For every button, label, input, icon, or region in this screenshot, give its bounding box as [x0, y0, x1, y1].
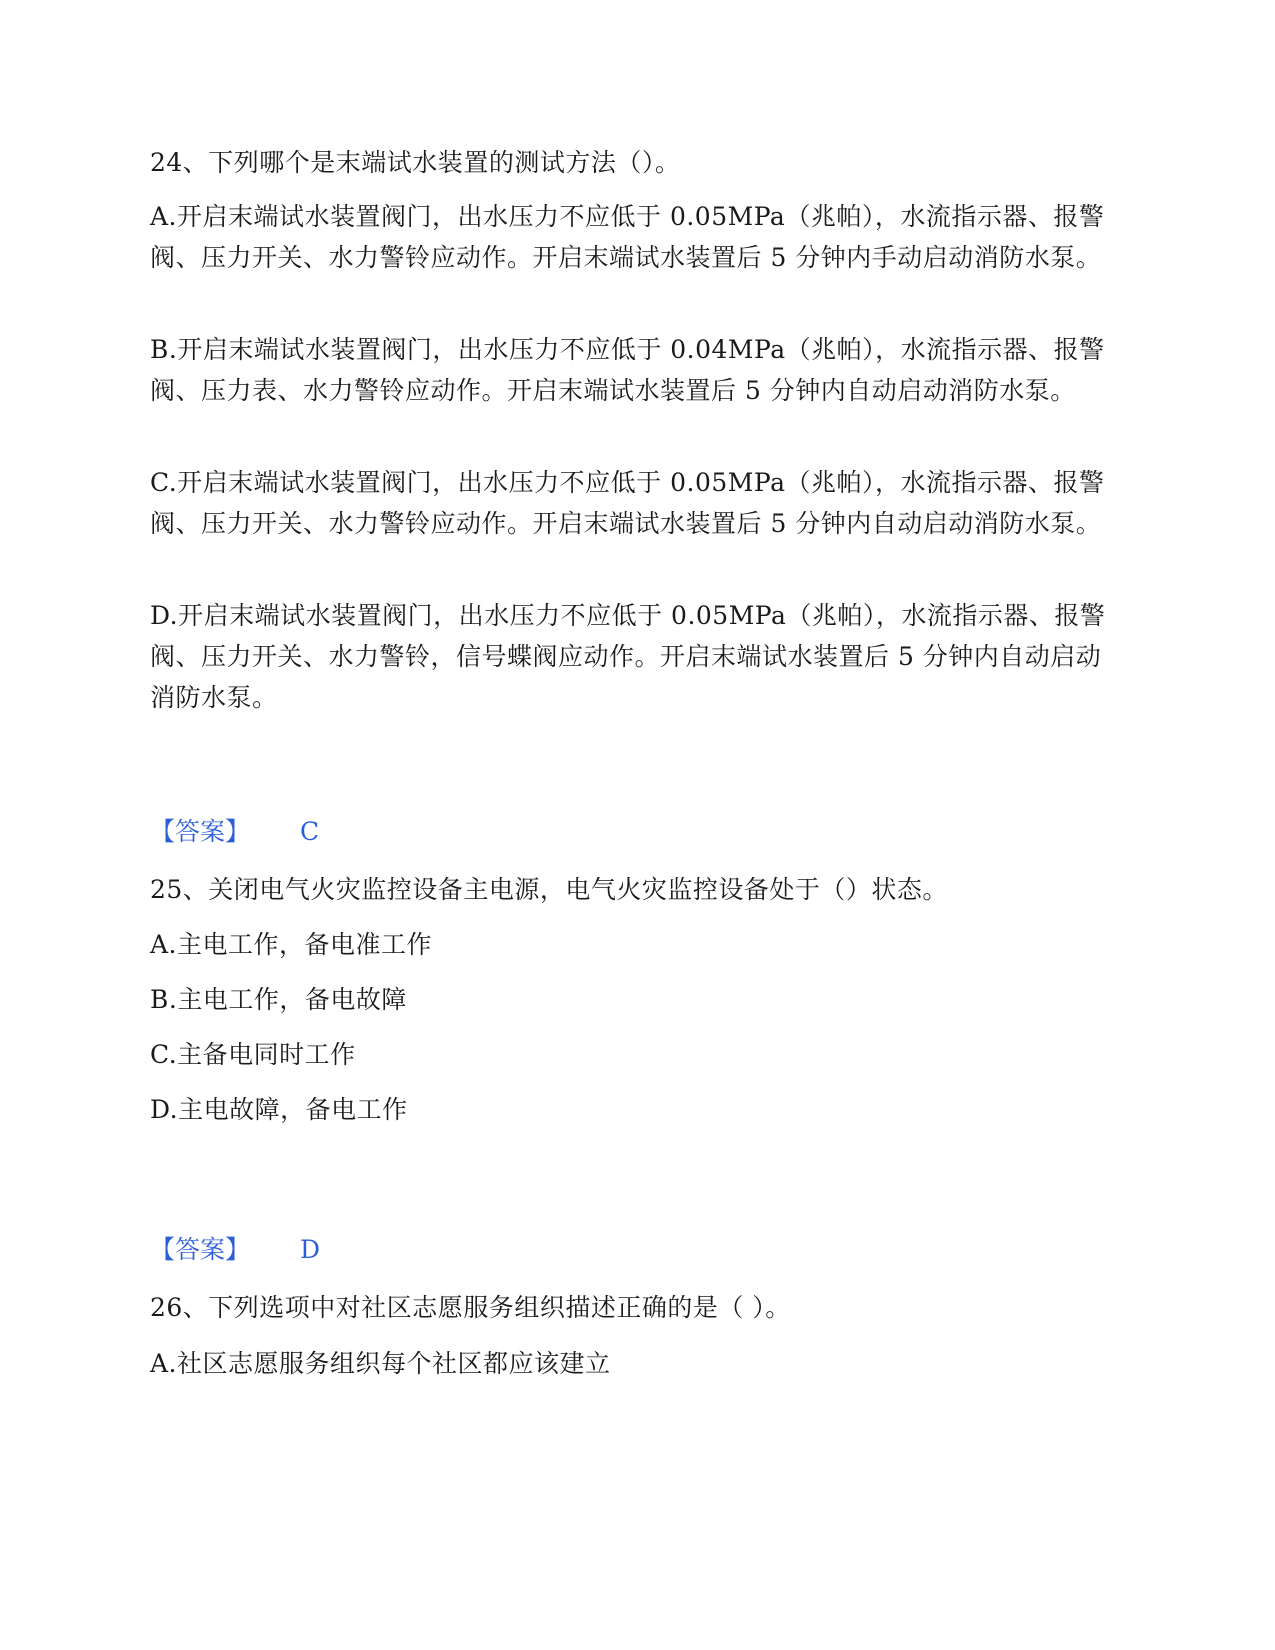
question-24-option-c: C.开启末端试水装置阀门，出水压力不应低于 0.05MPa（兆帕），水流指示器、报警阀、压力开关、水力警铃应动作。开启末端试水装置后 5 分钟内自动启动消防水泵。	[150, 468, 1105, 538]
question-26-stem: 26、下列选项中对社区志愿服务组织描述正确的是（ ）。	[150, 1293, 791, 1322]
question-26-option-a: A.社区志愿服务组织每个社区都应该建立	[150, 1349, 611, 1378]
question-24-option-a: A.开启末端试水装置阀门，出水压力不应低于 0.05MPa（兆帕），水流指示器、报警阀、压力开关、水力警铃应动作。开启末端试水装置后 5 分钟内手动启动消防水泵。	[150, 202, 1105, 272]
answer-value: D	[300, 1235, 321, 1264]
answer-label: 【答案】	[150, 1235, 251, 1264]
question-25-option-a: A.主电工作，备电准工作	[150, 930, 433, 959]
question-25-option-d: D.主电故障，备电工作	[150, 1095, 408, 1124]
answer-value: C	[300, 817, 320, 846]
question-24-option-d: D.开启末端试水装置阀门，出水压力不应低于 0.05MPa（兆帕），水流指示器、报警阀、压力开关、水力警铃，信号蝶阀应动作。开启末端试水装置后 5 分钟内自动启动消防水泵。	[150, 601, 1106, 712]
question-25-option-b: B.主电工作，备电故障	[150, 985, 407, 1014]
question-24-option-b: B.开启末端试水装置阀门，出水压力不应低于 0.04MPa（兆帕），水流指示器、报警阀、压力表、水力警铃应动作。开启末端试水装置后 5 分钟内自动启动消防水泵。	[150, 335, 1105, 405]
question-24-answer	[150, 814, 319, 850]
answer-label: 【答案】	[150, 817, 251, 846]
question-25-option-c: C.主备电同时工作	[150, 1040, 356, 1069]
question-25-stem: 25、关闭电气火灾监控设备主电源，电气火灾监控设备处于（）状态。	[150, 875, 948, 904]
question-25-answer	[150, 1232, 320, 1268]
question-24-stem: 24、下列哪个是末端试水装置的测试方法（）。	[150, 148, 681, 177]
